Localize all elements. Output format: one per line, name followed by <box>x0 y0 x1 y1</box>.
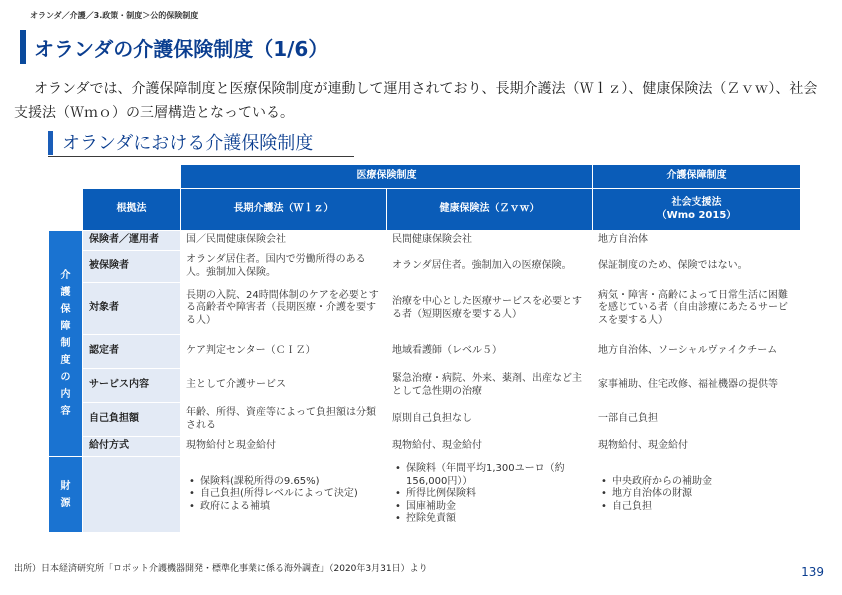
side-label-care <box>49 231 83 457</box>
list-item: • 控除免責額 <box>392 513 587 526</box>
funding-wlz <box>181 457 387 533</box>
table-row <box>49 369 801 403</box>
title-accent-bar <box>20 30 26 64</box>
list-item: • 保険料（年間平均1,300ユーロ（約156,000円）） <box>392 463 587 488</box>
section-subtitle: オランダにおける介護保険制度 <box>62 133 314 154</box>
cell-wmo: 家事補助、住宅改修、福祉機器の提供等 <box>593 369 801 403</box>
side-char: 制 <box>60 338 71 349</box>
group-care-header: 介護保障制度 <box>593 165 801 189</box>
row-label: 認定者 <box>83 335 181 369</box>
side-char: の <box>60 372 71 383</box>
cell-zvw: 民間健康保険会社 <box>387 231 593 251</box>
table-row <box>49 283 801 335</box>
header-blank <box>49 165 181 189</box>
side-char: 源 <box>60 497 71 509</box>
funding-wmo <box>593 457 801 533</box>
col-wmo-header <box>593 189 801 231</box>
col-zvw-header: 健康保険法（Ｚｖｗ） <box>387 189 593 231</box>
care-insurance-table <box>48 164 801 533</box>
row-label: 給付方式 <box>83 437 181 457</box>
cell-wmo: 現物給付、現金給付 <box>593 437 801 457</box>
row-label: サービス内容 <box>83 369 181 403</box>
row-label: 対象者 <box>83 283 181 335</box>
cell-zvw: 現物給付、現金給付 <box>387 437 593 457</box>
cell-wmo: 地方自治体、ソーシャルヴァイクチーム <box>593 335 801 369</box>
side-char: 護 <box>60 287 71 298</box>
table-row <box>49 403 801 437</box>
row-label: 自己負担額 <box>83 403 181 437</box>
table-row <box>49 251 801 283</box>
breadcrumb: オランダ／介護／3.政策・制度＞公的保険制度 <box>30 11 199 20</box>
side-char: 介 <box>60 270 71 281</box>
page-number: 139 <box>801 565 824 579</box>
table-row <box>49 437 801 457</box>
col-basis-header: 根拠法 <box>83 189 181 231</box>
side-char: 容 <box>60 406 71 417</box>
side-char: 度 <box>60 355 71 366</box>
cell-wlz: 主として介護サービス <box>181 369 387 403</box>
subtitle-underline <box>48 156 354 157</box>
list-item: • 自己負担 <box>598 501 795 514</box>
funding-label-blank <box>83 457 181 533</box>
list-item: • 地方自治体の財源 <box>598 488 795 501</box>
cell-wlz: 長期の入院、24時間体制のケアを必要とする高齢者や障害者（長期医療・介護を要する人） <box>181 283 387 335</box>
list-item: • 保険料(課税所得の9.65%) <box>186 476 381 489</box>
side-label-funding <box>49 457 83 533</box>
subtitle-accent-bar <box>48 131 53 155</box>
funding-row <box>49 457 801 533</box>
cell-wmo: 一部自己負担 <box>593 403 801 437</box>
col-wlz-header: 長期介護法（Ｗｌｚ） <box>181 189 387 231</box>
side-char: 保 <box>60 304 71 315</box>
list-item: • 政府による補填 <box>186 501 381 514</box>
side-char: 内 <box>60 389 71 400</box>
header-blank-side <box>49 189 83 231</box>
cell-wmo: 地方自治体 <box>593 231 801 251</box>
list-item: • 国庫補助金 <box>392 501 587 514</box>
list-item: • 中央政府からの補助金 <box>598 476 795 489</box>
cell-zvw: 緊急治療・病院、外来、薬剤、出産など主として急性期の治療 <box>387 369 593 403</box>
cell-wmo: 病気・障害・高齢によって日常生活に困難を感じている者（自由診療にあたるサービスを要する人） <box>593 283 801 335</box>
column-header-row <box>49 189 801 231</box>
funding-zvw <box>387 457 593 533</box>
cell-wlz: ケア判定センター（ＣＩＺ） <box>181 335 387 369</box>
side-char: 財 <box>60 480 71 492</box>
table-row <box>49 231 801 251</box>
cell-zvw: 地域看護師（レベル５） <box>387 335 593 369</box>
cell-wlz: 年齢、所得、資産等によって負担額は分類される <box>181 403 387 437</box>
page-title: オランダの介護保険制度（1/6） <box>34 37 329 61</box>
lead-paragraph: オランダでは、介護保障制度と医療保険制度が連動して運用されており、長期介護法（Ｗｌｚ）、健康保険法（Ｚｖｗ）、社会支援法（Ｗｍｏ）の三層構造となっている。 <box>14 81 818 121</box>
source-note: 出所）日本経済研究所「ロボット介護機器開発・標準化事業に係る海外調査」（2020年3月31日）より <box>14 564 428 574</box>
col-wmo-line2: （Wmo 2015） <box>656 209 737 221</box>
cell-wmo: 保証制度のため、保険ではない。 <box>593 251 801 283</box>
cell-wlz: 国／民間健康保険会社 <box>181 231 387 251</box>
row-label: 被保険者 <box>83 251 181 283</box>
cell-zvw: 原則自己負担なし <box>387 403 593 437</box>
table-row <box>49 335 801 369</box>
list-item: • 自己負担(所得レベルによって決定) <box>186 488 381 501</box>
cell-zvw: 治療を中心とした医療サービスを必要とする者（短期医療を要する人） <box>387 283 593 335</box>
group-medical-header: 医療保険制度 <box>181 165 593 189</box>
cell-zvw: オランダ居住者。強制加入の医療保険。 <box>387 251 593 283</box>
cell-wlz: オランダ居住者。国内で労働所得のある人。強制加入保険。 <box>181 251 387 283</box>
side-char: 障 <box>60 321 71 332</box>
list-item: • 所得比例保険料 <box>392 488 587 501</box>
group-header-row <box>49 165 801 189</box>
col-wmo-line1: 社会支援法 <box>671 197 722 208</box>
cell-wlz: 現物給付と現金給付 <box>181 437 387 457</box>
row-label: 保険者／運用者 <box>83 231 181 251</box>
